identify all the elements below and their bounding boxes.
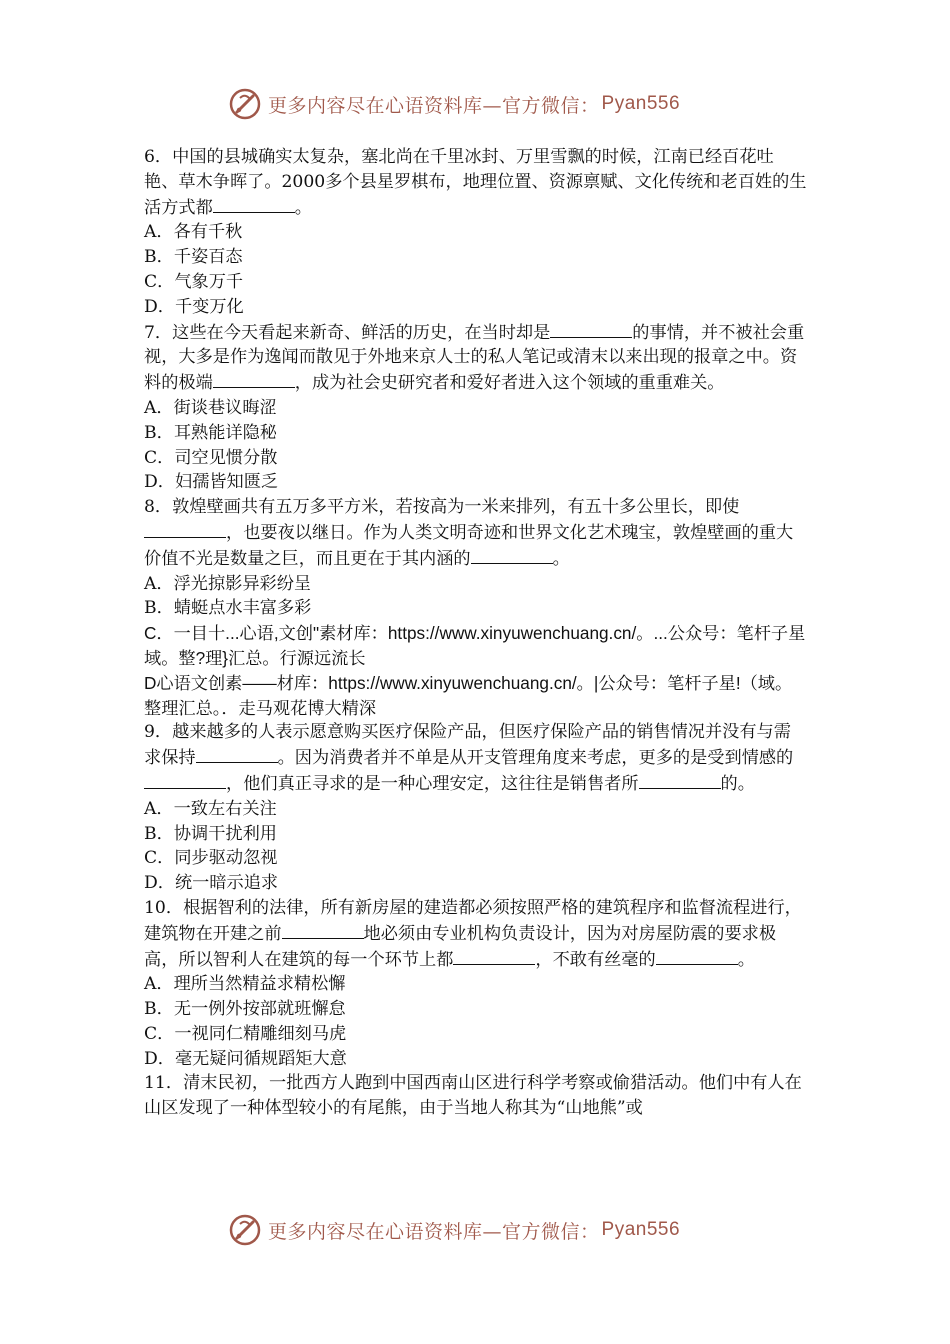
option-b: B．无一例外按部就班懈怠 (144, 999, 346, 1020)
answer-blank (213, 195, 295, 213)
option-c: C．司空见惯分散 (144, 447, 278, 468)
answer-blank (656, 947, 738, 965)
answer-blank (453, 947, 535, 965)
option-c-garbled: C．一目十...心语,文创"素材库：https://www.xinyuwenchuang.cn/。...公众号：笔杆子星域。整?理}汇总。行源远流长 (144, 623, 806, 668)
header-banner (228, 86, 680, 122)
answer-blank (471, 546, 553, 564)
answer-blank (196, 745, 278, 763)
option-d: D．毫无疑问循规蹈矩大意 (144, 1048, 347, 1069)
logo-icon (228, 87, 262, 121)
logo-icon (228, 1213, 262, 1247)
footer-banner (228, 1212, 680, 1248)
option-a: A．一致左右关注 (144, 798, 277, 819)
option-c: C．同步驱动忽视 (144, 848, 278, 869)
option-b: B．千姿百态 (144, 247, 243, 268)
option-d: D．妇孺皆知匮乏 (144, 472, 279, 493)
answer-blank (144, 771, 226, 789)
option-a: A．浮光掠影异彩纷呈 (144, 573, 312, 594)
option-b: B．蜻蜓点水丰富多彩 (144, 598, 312, 619)
option-a: A．理所当然精益求精松懈 (144, 974, 346, 995)
option-d: D．统一暗示追求 (144, 873, 279, 894)
answer-blank (213, 370, 295, 388)
banner-wechat: Pyan556 (601, 93, 681, 114)
option-a: A．街谈巷议晦涩 (144, 397, 277, 418)
question-9-stem: 9．越来越多的人表示愿意购买医疗保险产品，但医疗保险产品的销售情况并没有与需求保持 。因为消费者并不单是从开支管理角度来考虑，更多的是受到情感的，他们真正寻求的是一种心理安定，这往往是销售者所 的。 (144, 722, 794, 794)
question-7-stem: 7．这些在今天看起来新奇、鲜活的历史，在当时却是 的事情，并不被社会重视，大多是作为逸闻而散见于外地来京人士的私人笔记或清末以来出现的报章之中。资料的极端 ，成为社会史研究者和爱好者进入这个领域的重重难关。 (144, 320, 808, 396)
option-c: C．气象万千 (144, 271, 244, 292)
option-c: C．一视同仁精雕细刻马虎 (144, 1023, 347, 1044)
banner-wechat: Pyan556 (601, 1219, 681, 1240)
option-b: B．协调干扰利用 (144, 823, 277, 844)
option-d-garbled: D心语文创素——材库：https://www.xinyuwenchuang.cn/。|公众号：笔杆子星!（域。整理汇总。．走马观花博大精深 (144, 672, 793, 718)
banner-text: 更多内容尽在心语资料库—官方微信： (268, 94, 600, 117)
question-6-stem: 6．中国的县城确实太复杂，塞北尚在千里冰封、万里雪飘的时候，江南已经百花吐艳、草木争晖了。2000多个县星罗棋布，地理位置、资源禀赋、文化传统和老百姓的生活方式都 。 (144, 147, 807, 218)
option-b: B．耳熟能详隐秘 (144, 422, 277, 443)
question-list (144, 145, 808, 1121)
question-11-stem: 11．清末民初，一批西方人跑到中国西南山区进行科学考察或偷猎活动。他们中有人在山区发现了一种体型较小的有尾熊，由于当地人称其为“山地熊”或 (144, 1073, 802, 1119)
banner-text: 更多内容尽在心语资料库—官方微信： (268, 1220, 600, 1243)
answer-blank (144, 520, 226, 538)
option-a: A．各有千秋 (144, 222, 243, 243)
answer-blank (639, 771, 721, 789)
question-10-stem: 10．根据智利的法律，所有新房屋的建造都必须按照严格的建筑程序和监督流程进行，建筑物在开建之前 地必须由专业机构负责设计，因为对房屋防震的要求极高，所以智利人在建筑的每一个环节上都 ，不敢有丝毫的 。 (144, 897, 802, 970)
answer-blank (282, 921, 364, 939)
answer-blank (550, 320, 632, 338)
option-d: D．千变万化 (144, 296, 244, 317)
question-8-stem: 8．敦煌壁画共有五万多平方米，若按高为一米来排列，有五十多公里长，即使，也要夜以继日。作为人类文明奇迹和世界文化艺术瑰宝，敦煌壁画的重大价值不光是数量之巨，而且更在于其内涵的 。 (144, 497, 794, 569)
